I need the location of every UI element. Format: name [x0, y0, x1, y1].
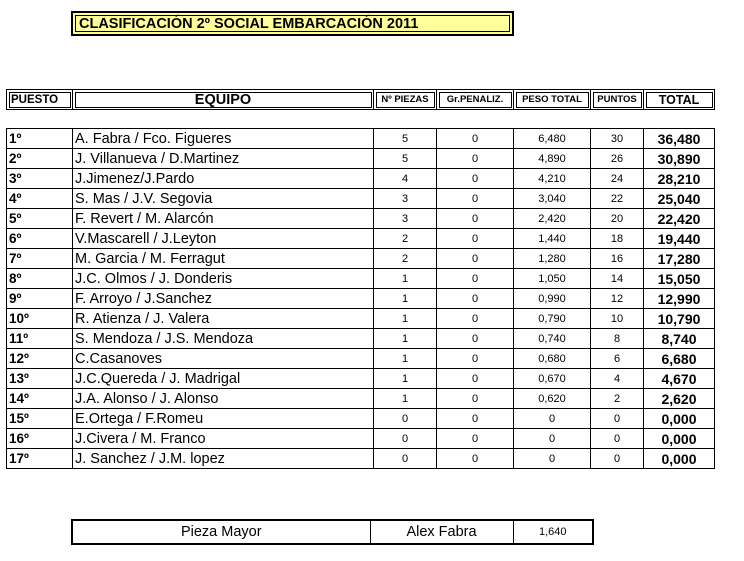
table-row: [7, 389, 715, 409]
piezas-cell: 0: [374, 409, 437, 429]
penaliz-cell: 0: [437, 129, 514, 149]
position-cell: 16º: [7, 429, 73, 449]
penaliz-cell: 0: [437, 409, 514, 429]
piezas-cell: 0: [374, 449, 437, 469]
position-cell: 1º: [7, 129, 73, 149]
total-cell: 22,420: [644, 209, 715, 229]
table-row: [7, 309, 715, 329]
penaliz-cell: 0: [437, 209, 514, 229]
piezas-cell: 1: [374, 289, 437, 309]
piezas-cell: 1: [374, 369, 437, 389]
team-cell: J.Civera / M. Franco: [73, 429, 374, 449]
piezas-cell: 3: [374, 189, 437, 209]
penaliz-cell: 0: [437, 429, 514, 449]
total-cell: 0,000: [644, 449, 715, 469]
header-table: [6, 89, 715, 110]
peso-cell: 1,280: [514, 249, 591, 269]
page-title: CLASIFICACIÓN 2º SOCIAL EMBARCACIÓN 2011: [75, 15, 510, 32]
peso-cell: 0: [514, 429, 591, 449]
peso-cell: 1,050: [514, 269, 591, 289]
total-cell: 4,670: [644, 369, 715, 389]
penaliz-cell: 0: [437, 249, 514, 269]
header-row: [7, 90, 715, 110]
position-cell: 5º: [7, 209, 73, 229]
table-row: [7, 429, 715, 449]
piezas-cell: 1: [374, 309, 437, 329]
penaliz-cell: 0: [437, 329, 514, 349]
puntos-cell: 20: [591, 209, 644, 229]
puntos-cell: 12: [591, 289, 644, 309]
peso-cell: 0,620: [514, 389, 591, 409]
table-row: [7, 369, 715, 389]
peso-cell: 0,680: [514, 349, 591, 369]
penaliz-cell: 0: [437, 229, 514, 249]
table-row: [7, 409, 715, 429]
puntos-cell: 18: [591, 229, 644, 249]
peso-cell: 0,790: [514, 309, 591, 329]
table-row: [7, 289, 715, 309]
piezas-cell: 1: [374, 349, 437, 369]
piezas-cell: 1: [374, 269, 437, 289]
penaliz-cell: 0: [437, 149, 514, 169]
total-cell: 19,440: [644, 229, 715, 249]
footer-name: Alex Fabra: [370, 520, 513, 544]
header-penaliz: Gr.PENALIZ.: [437, 90, 514, 110]
peso-cell: 2,420: [514, 209, 591, 229]
peso-cell: 4,210: [514, 169, 591, 189]
position-cell: 10º: [7, 309, 73, 329]
puntos-cell: 0: [591, 409, 644, 429]
header-puesto: PUESTO: [7, 90, 73, 110]
penaliz-cell: 0: [437, 309, 514, 329]
table-row: [7, 189, 715, 209]
position-cell: 2º: [7, 149, 73, 169]
puntos-cell: 0: [591, 449, 644, 469]
puntos-cell: 8: [591, 329, 644, 349]
peso-cell: 0: [514, 409, 591, 429]
table-row: [7, 449, 715, 469]
team-cell: J. Sanchez / J.M. lopez: [73, 449, 374, 469]
total-cell: 8,740: [644, 329, 715, 349]
puntos-cell: 0: [591, 429, 644, 449]
puntos-cell: 26: [591, 149, 644, 169]
peso-cell: 0,670: [514, 369, 591, 389]
team-cell: S. Mas / J.V. Segovia: [73, 189, 374, 209]
position-cell: 6º: [7, 229, 73, 249]
total-cell: 30,890: [644, 149, 715, 169]
puntos-cell: 24: [591, 169, 644, 189]
footer-table: [71, 519, 594, 545]
peso-cell: 1,440: [514, 229, 591, 249]
puntos-cell: 6: [591, 349, 644, 369]
position-cell: 4º: [7, 189, 73, 209]
table-row: [7, 249, 715, 269]
position-cell: 13º: [7, 369, 73, 389]
team-cell: R. Atienza / J. Valera: [73, 309, 374, 329]
header-peso: PESO TOTAL: [514, 90, 591, 110]
table-row: [7, 349, 715, 369]
position-cell: 8º: [7, 269, 73, 289]
piezas-cell: 2: [374, 249, 437, 269]
puntos-cell: 2: [591, 389, 644, 409]
footer-row: [72, 520, 593, 544]
team-cell: J.Jimenez/J.Pardo: [73, 169, 374, 189]
penaliz-cell: 0: [437, 389, 514, 409]
peso-cell: 0,990: [514, 289, 591, 309]
total-cell: 15,050: [644, 269, 715, 289]
table-row: [7, 269, 715, 289]
penaliz-cell: 0: [437, 189, 514, 209]
position-cell: 9º: [7, 289, 73, 309]
peso-cell: 6,480: [514, 129, 591, 149]
team-cell: J.C. Olmos / J. Donderis: [73, 269, 374, 289]
total-cell: 0,000: [644, 409, 715, 429]
ranking-table: [6, 128, 715, 469]
total-cell: 36,480: [644, 129, 715, 149]
total-cell: 28,210: [644, 169, 715, 189]
header-puntos: PUNTOS: [591, 90, 644, 110]
peso-cell: 3,040: [514, 189, 591, 209]
table-row: [7, 149, 715, 169]
team-cell: J. Villanueva / D.Martinez: [73, 149, 374, 169]
piezas-cell: 5: [374, 149, 437, 169]
header-piezas: Nº PIEZAS: [374, 90, 437, 110]
total-cell: 12,990: [644, 289, 715, 309]
team-cell: E.Ortega / F.Romeu: [73, 409, 374, 429]
total-cell: 10,790: [644, 309, 715, 329]
team-cell: M. Garcia / M. Ferragut: [73, 249, 374, 269]
position-cell: 17º: [7, 449, 73, 469]
total-cell: 17,280: [644, 249, 715, 269]
table-row: [7, 129, 715, 149]
piezas-cell: 1: [374, 389, 437, 409]
footer-label: Pieza Mayor: [72, 520, 370, 544]
header-total: TOTAL: [644, 90, 715, 110]
total-cell: 0,000: [644, 429, 715, 449]
position-cell: 3º: [7, 169, 73, 189]
table-row: [7, 229, 715, 249]
position-cell: 14º: [7, 389, 73, 409]
penaliz-cell: 0: [437, 169, 514, 189]
penaliz-cell: 0: [437, 289, 514, 309]
table-row: [7, 329, 715, 349]
team-cell: F. Revert / M. Alarcón: [73, 209, 374, 229]
header-equipo: EQUIPO: [73, 90, 374, 110]
team-cell: J.C.Quereda / J. Madrigal: [73, 369, 374, 389]
team-cell: A. Fabra / Fco. Figueres: [73, 129, 374, 149]
peso-cell: 4,890: [514, 149, 591, 169]
total-cell: 6,680: [644, 349, 715, 369]
puntos-cell: 10: [591, 309, 644, 329]
piezas-cell: 0: [374, 429, 437, 449]
total-cell: 25,040: [644, 189, 715, 209]
penaliz-cell: 0: [437, 449, 514, 469]
team-cell: F. Arroyo / J.Sanchez: [73, 289, 374, 309]
team-cell: S. Mendoza / J.S. Mendoza: [73, 329, 374, 349]
position-cell: 11º: [7, 329, 73, 349]
penaliz-cell: 0: [437, 349, 514, 369]
peso-cell: 0: [514, 449, 591, 469]
puntos-cell: 4: [591, 369, 644, 389]
team-cell: J.A. Alonso / J. Alonso: [73, 389, 374, 409]
puntos-cell: 22: [591, 189, 644, 209]
puntos-cell: 16: [591, 249, 644, 269]
position-cell: 12º: [7, 349, 73, 369]
piezas-cell: 5: [374, 129, 437, 149]
puntos-cell: 14: [591, 269, 644, 289]
puntos-cell: 30: [591, 129, 644, 149]
team-cell: V.Mascarell / J.Leyton: [73, 229, 374, 249]
table-row: [7, 209, 715, 229]
total-cell: 2,620: [644, 389, 715, 409]
piezas-cell: 3: [374, 209, 437, 229]
footer-value: 1,640: [513, 520, 593, 544]
position-cell: 15º: [7, 409, 73, 429]
penaliz-cell: 0: [437, 269, 514, 289]
peso-cell: 0,740: [514, 329, 591, 349]
title-box: [71, 11, 514, 36]
table-row: [7, 169, 715, 189]
piezas-cell: 1: [374, 329, 437, 349]
position-cell: 7º: [7, 249, 73, 269]
penaliz-cell: 0: [437, 369, 514, 389]
piezas-cell: 2: [374, 229, 437, 249]
team-cell: C.Casanoves: [73, 349, 374, 369]
ranking-rows: [7, 129, 715, 469]
piezas-cell: 4: [374, 169, 437, 189]
